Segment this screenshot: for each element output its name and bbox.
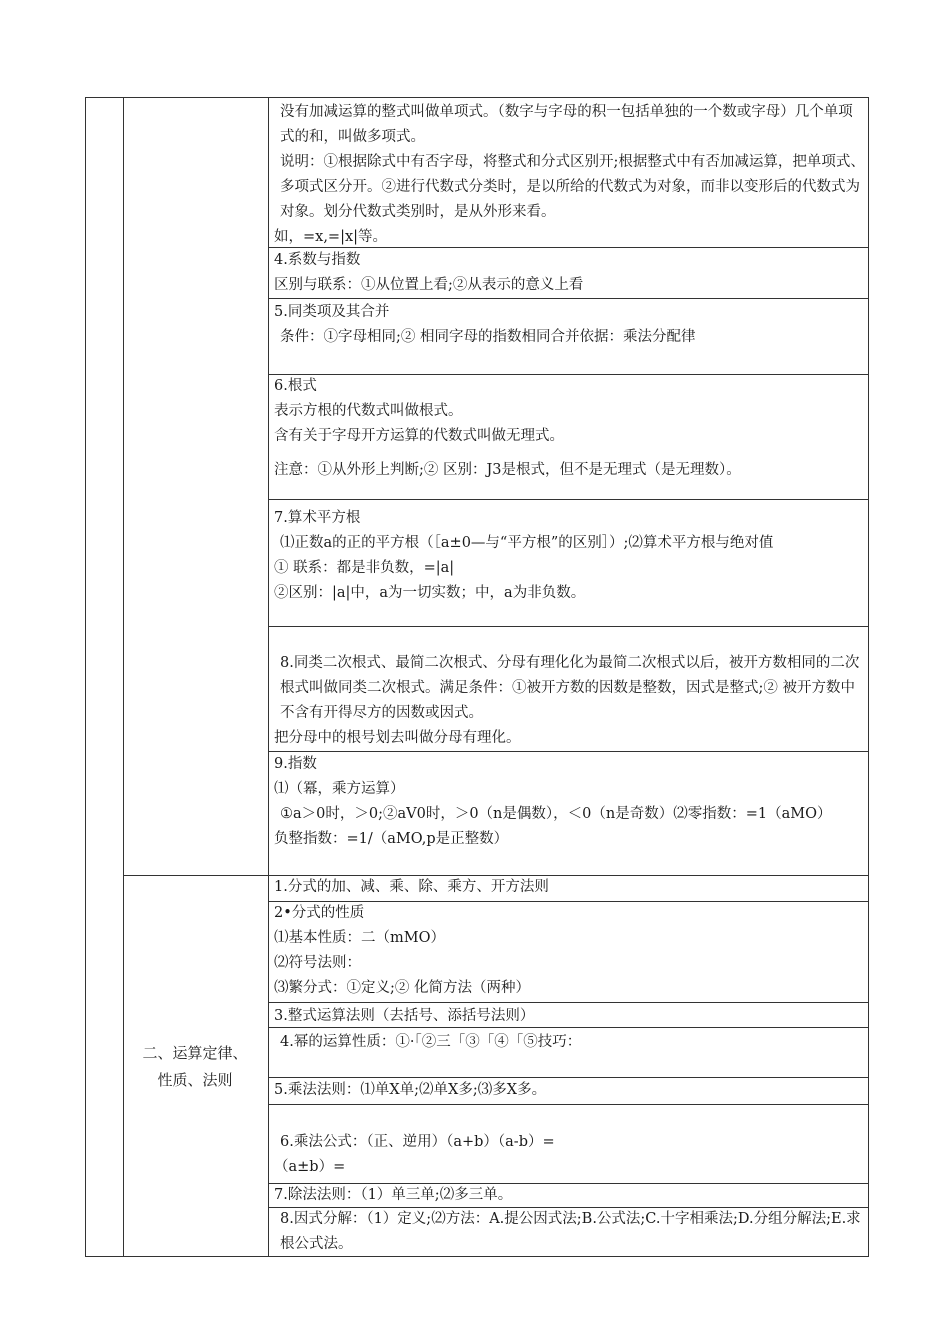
table-border-right <box>868 97 869 1257</box>
note-text: 说明：①根据除式中有否字母，将整式和分式区别开;根据整式中有否加减运算，把单项式、多项式区分开。②进行代数式分类时，是以所给的代数式为对象，而非以变形后的代数式为对象。划分代数式类别时，是从外形来看。 <box>280 154 865 220</box>
category-label-line: 性质、法则 <box>157 1071 233 1089</box>
table-row <box>274 374 866 483</box>
row-heading: 7.算术平方根 <box>274 510 361 526</box>
table-row <box>274 1130 866 1180</box>
row-text: 注意：①从外形上判断;② 区别：J3是根式，但不是无理式（是无理数）。 <box>274 462 741 478</box>
row-text: ⑶繁分式：①定义;② 化简方法（两种） <box>274 980 530 996</box>
row-heading: 2•分式的性质 <box>274 905 365 921</box>
table-row <box>274 901 866 1001</box>
table-row <box>274 651 866 751</box>
row-heading: 9.指数 <box>274 756 317 772</box>
row-text: 3.整式运算法则（去括号、添括号法则） <box>274 1008 535 1024</box>
row-text: ⑴正数a的正的平方根（［a±0—与“平方根”的区别］）;⑵算术平方根与绝对值 <box>280 535 774 551</box>
row-text: 把分母中的根号划去叫做分母有理化。 <box>274 730 521 746</box>
table-row <box>274 300 866 350</box>
row-text: 8.因式分解：（1）定义;⑵方法：A.提公因式法;B.公式法;C.十字相乘法;D.分组分解法;E.求根公式法。 <box>280 1211 861 1252</box>
row-divider <box>268 1104 869 1105</box>
row-text: ②区别：|a|中，a为一切实数；中，a为非负数。 <box>274 585 586 601</box>
row-text: 6.乘法公式：（正、逆用）（a+b）（a-b）= <box>280 1134 555 1150</box>
row-heading: 4.系数与指数 <box>274 252 361 268</box>
row-text: ⑴基本性质：二（mMO） <box>274 930 445 946</box>
row-text: ① 联系：都是非负数，=|a| <box>274 560 455 576</box>
table-border-left <box>85 97 86 1257</box>
table-row <box>274 248 866 298</box>
row-heading: 5.同类项及其合并 <box>274 304 390 320</box>
row-text: 8.同类二次根式、最简二次根式、分母有理化化为最简二次根式以后，被开方数相同的二次根式叫做同类二次根式。满足条件：①被开方数的因数是整数，因式是整式;② 被开方数中不含有开得尽方的因数或因式。 <box>280 655 860 721</box>
definition-text: 没有加减运算的整式叫做单项式。（数字与字母的积一包括单独的一个数或字母）几个单项式的和，叫做多项式。 <box>280 104 853 145</box>
row-text: 7.除法法则：（1）单三单;⑵多三单。 <box>274 1187 513 1203</box>
row-text: 4.幂的运算性质：①·「②三「③「④「⑤技巧： <box>280 1034 582 1050</box>
row-divider <box>268 298 869 299</box>
table-row <box>274 875 866 900</box>
table-row <box>274 1207 866 1257</box>
row-divider <box>268 626 869 627</box>
row-text: ⑴（冪，乘方运算） <box>274 781 405 797</box>
table-row <box>274 752 866 852</box>
row-heading: 6.根式 <box>274 378 317 394</box>
table-column-divider-1 <box>123 97 124 1257</box>
row-text: 含有关于字母开方运算的代数式叫做无理式。 <box>274 428 564 444</box>
row-divider <box>268 499 869 500</box>
table-row <box>274 1030 866 1055</box>
row-text: ①a＞0时，＞0;②aV0时，＞0（n是偶数），＜0（n是奇数）⑵零指数：=1（aMO） <box>280 806 832 822</box>
row-text: （a±b）= <box>274 1159 346 1175</box>
table-row <box>274 100 866 250</box>
category-label <box>126 1040 264 1094</box>
table-row <box>274 1004 866 1029</box>
table-row <box>274 1183 866 1208</box>
row-divider <box>268 1002 869 1003</box>
table-row <box>274 506 866 606</box>
table-border-top <box>85 97 869 98</box>
category-label-line: 二、运算定律、 <box>142 1044 248 1062</box>
row-text: 区别与联系：①从位置上看;②从表示的意义上看 <box>274 277 584 293</box>
table-row <box>274 1078 866 1103</box>
row-text: 5.乘法法则：⑴单X单;⑵单X多;⑶多X多。 <box>274 1082 547 1098</box>
row-text: 条件：①字母相同;② 相同字母的指数相同合并依据：乘法分配律 <box>280 329 696 345</box>
row-text: 表示方根的代数式叫做根式。 <box>274 403 463 419</box>
row-text: 负整指数：=1/（aMO,p是正整数） <box>274 831 509 847</box>
example-text: 如，=x,=|x|等。 <box>274 229 388 245</box>
row-text: 1.分式的加、减、乘、除、乘方、开方法则 <box>274 879 549 895</box>
table-column-divider-2 <box>268 97 269 1257</box>
row-text: ⑵符号法则： <box>274 955 361 971</box>
